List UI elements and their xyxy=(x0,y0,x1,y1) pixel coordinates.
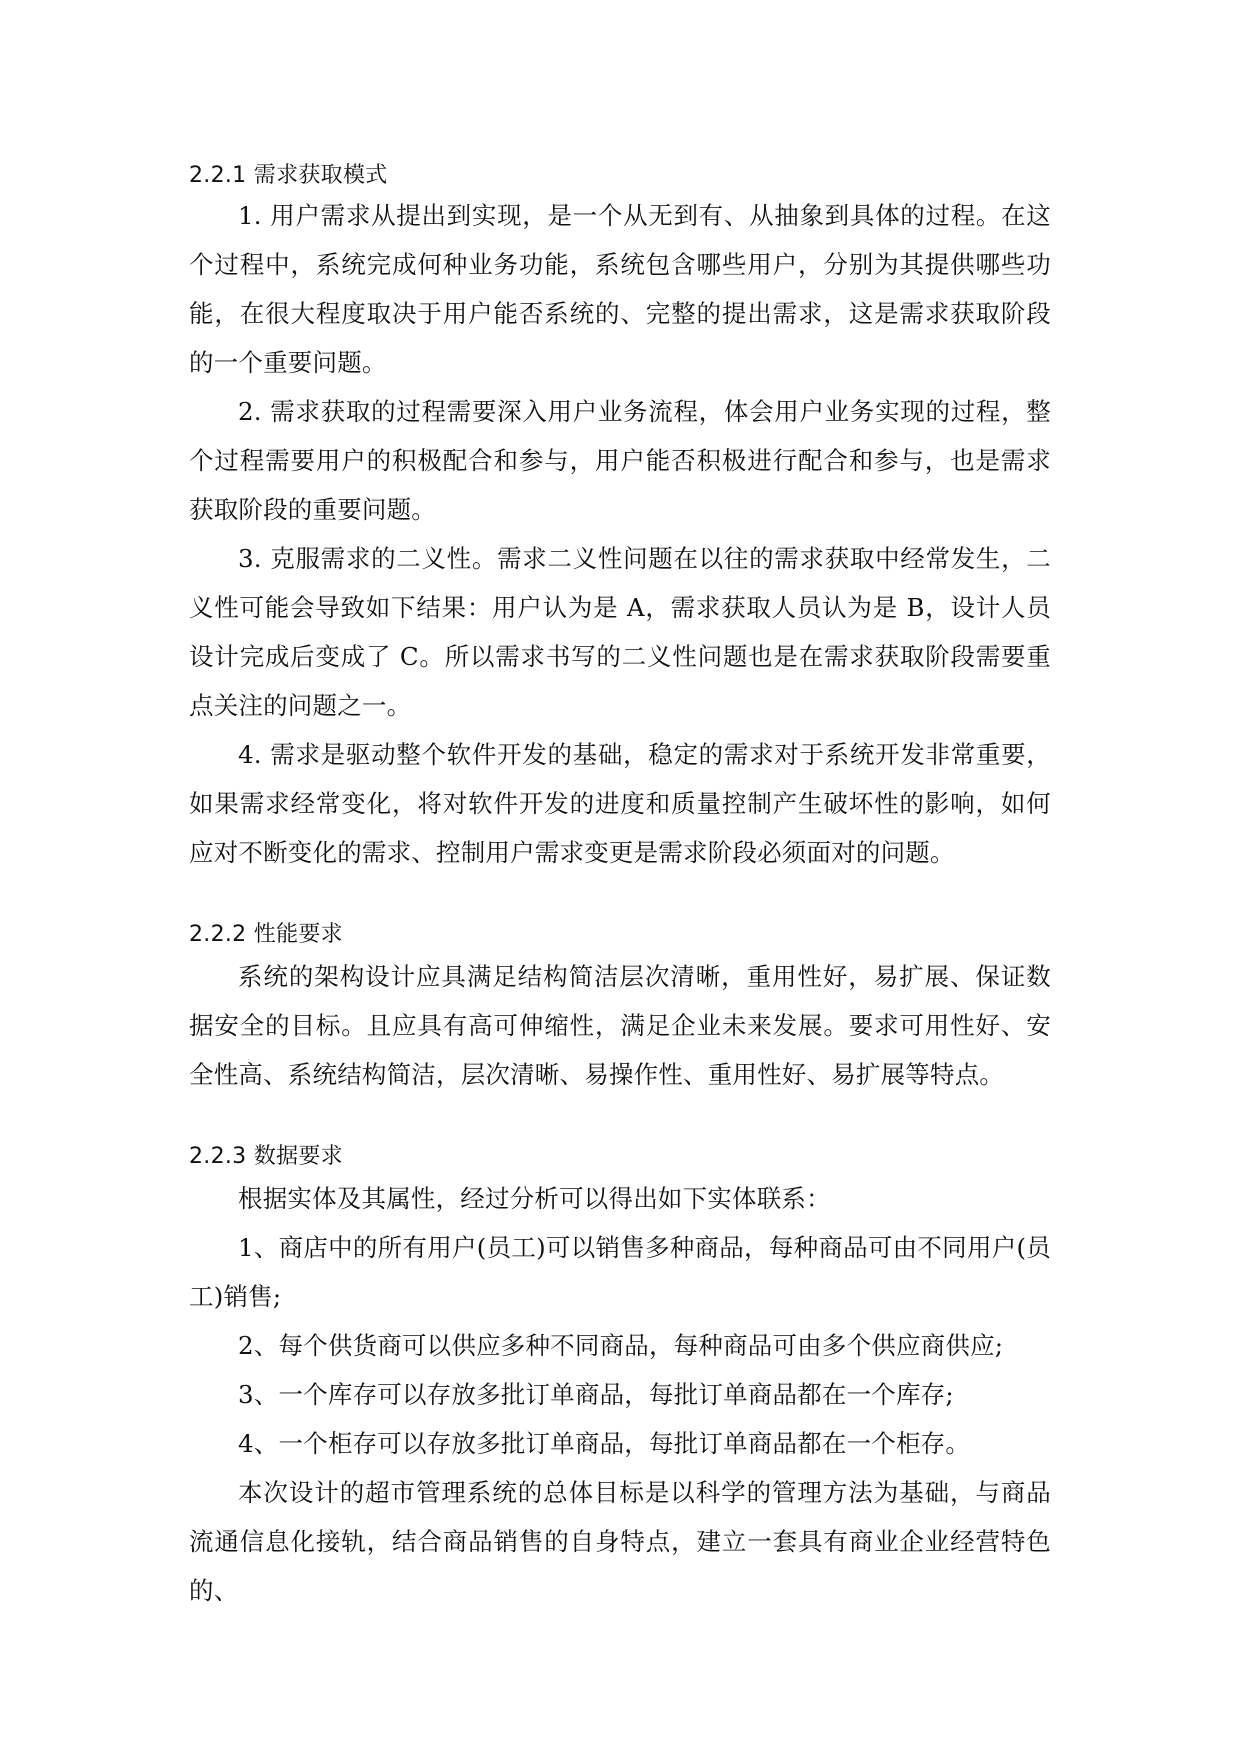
paragraph-data-relation-4: 4、一个柜存可以存放多批订单商品，每批订单商品都在一个柜存。 xyxy=(238,1429,971,1458)
paragraph-requirement-1: 1. 用户需求从提出到实现，是一个从无到有、从抽象到具体的过程。在这个过程中，系统完成何种业务功能，系统包含哪些用户，分别为其提供哪些功能，在很大程度取决于用户能否系统的、完整的提出需求，这是需求获取阶段的一个重要问题。 xyxy=(189,201,1051,377)
section-heading-2-2-1: 2.2.1 需求获取模式 xyxy=(189,163,388,188)
paragraph-requirement-4: 4. 需求是驱动整个软件开发的基础，稳定的需求对于系统开发非常重要，如果需求经常变化，将对软件开发的进度和质量控制产生破坏性的影响，如何应对不断变化的需求、控制用户需求变更是需求阶段必须面对的问题。 xyxy=(189,740,1051,867)
paragraph-system-goal: 本次设计的超市管理系统的总体目标是以科学的管理方法为基础，与商品流通信息化接轨，结合商品销售的自身特点，建立一套具有商业企业经营特色的、 xyxy=(189,1478,1051,1605)
paragraph-data-relation-2: 2、每个供货商可以供应多种不同商品，每种商品可由多个供应商供应; xyxy=(238,1331,1004,1360)
paragraph-data-relation-1: 1、商店中的所有用户(员工)可以销售多种商品，每种商品可由不同用户(员工)销售; xyxy=(189,1233,1051,1311)
section-heading-2-2-3: 2.2.3 数据要求 xyxy=(189,1144,343,1169)
paragraph-performance: 系统的架构设计应具满足结构简洁层次清晰，重用性好，易扩展、保证数据安全的目标。且应具有高可伸缩性，满足企业未来发展。要求可用性好、安全性高、系统结构简洁，层次清晰、易操作性、重用性好、易扩展等特点。 xyxy=(189,962,1051,1089)
paragraph-data-intro: 根据实体及其属性，经过分析可以得出如下实体联系： xyxy=(238,1184,831,1213)
section-heading-2-2-2: 2.2.2 性能要求 xyxy=(189,922,343,947)
paragraph-requirement-3: 3. 克服需求的二义性。需求二义性问题在以往的需求获取中经常发生，二义性可能会导致如下结果：用户认为是 A，需求获取人员认为是 B，设计人员设计完成后变成了 C。所以需求书写的二义性问题也是在需求获取阶段需要重点关注的问题之一。 xyxy=(189,544,1051,720)
paragraph-data-relation-3: 3、一个库存可以存放多批订单商品，每批订单商品都在一个库存; xyxy=(238,1380,954,1409)
paragraph-requirement-2: 2. 需求获取的过程需要深入用户业务流程，体会用户业务实现的过程，整个过程需要用户的积极配合和参与，用户能否积极进行配合和参与，也是需求获取阶段的重要问题。 xyxy=(189,397,1051,524)
